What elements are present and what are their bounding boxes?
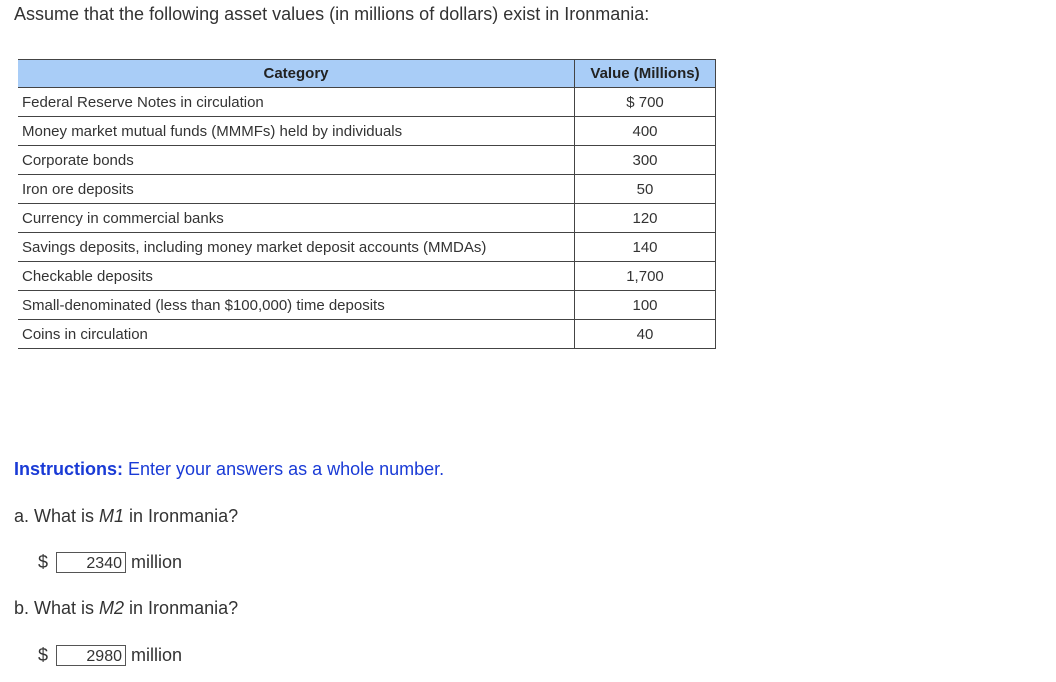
table-row [18, 204, 716, 233]
asset-values-table [18, 59, 716, 349]
question-a-prefix: a. What is [14, 506, 100, 526]
question-a-term: M1 [99, 506, 125, 526]
row-value: 140 [575, 233, 716, 262]
question-b-term: M2 [99, 598, 125, 618]
row-category: Coins in circulation [18, 320, 575, 349]
dollar-sign: $ [38, 645, 49, 665]
dollar-sign: $ [38, 552, 49, 572]
row-value: 100 [575, 291, 716, 320]
category-column-header: Category [18, 60, 575, 88]
row-value: 50 [575, 175, 716, 204]
row-value: 120 [575, 204, 716, 233]
answer-a-row [38, 552, 182, 573]
instructions-text: Enter your answers as a whole number. [123, 459, 445, 479]
row-value: 400 [575, 117, 716, 146]
table-row [18, 146, 716, 175]
row-category: Corporate bonds [18, 146, 575, 175]
answer-a-input[interactable]: 2340 [56, 552, 126, 573]
question-b-suffix: in Ironmania? [124, 598, 239, 618]
row-category: Federal Reserve Notes in circulation [18, 88, 575, 117]
answer-b-input[interactable]: 2980 [56, 645, 126, 666]
row-value: 1,700 [575, 262, 716, 291]
table-row [18, 291, 716, 320]
table-row [18, 175, 716, 204]
question-b-prefix: b. What is [14, 598, 100, 618]
unit-label: million [131, 552, 183, 572]
table-header-row [18, 60, 716, 88]
table-row [18, 233, 716, 262]
row-category: Checkable deposits [18, 262, 575, 291]
row-category: Small-denominated (less than $100,000) time deposits [18, 291, 575, 320]
row-category: Iron ore deposits [18, 175, 575, 204]
question-b [14, 598, 238, 619]
instructions-label: Instructions: [14, 459, 124, 479]
table-row [18, 320, 716, 349]
row-value: $ 700 [575, 88, 716, 117]
row-category: Currency in commercial banks [18, 204, 575, 233]
table-row [18, 262, 716, 291]
unit-label: million [131, 645, 183, 665]
table-row [18, 88, 716, 117]
row-value: 40 [575, 320, 716, 349]
value-column-header: Value (Millions) [575, 60, 716, 88]
row-category: Money market mutual funds (MMMFs) held by individuals [18, 117, 575, 146]
question-a-suffix: in Ironmania? [124, 506, 239, 526]
question-a [14, 506, 238, 527]
row-category: Savings deposits, including money market deposit accounts (MMDAs) [18, 233, 575, 262]
instructions [14, 459, 444, 480]
row-value: 300 [575, 146, 716, 175]
answer-b-row [38, 645, 182, 666]
problem-intro: Assume that the following asset values (in millions of dollars) exist in Ironmania: [14, 4, 650, 24]
table-row [18, 117, 716, 146]
